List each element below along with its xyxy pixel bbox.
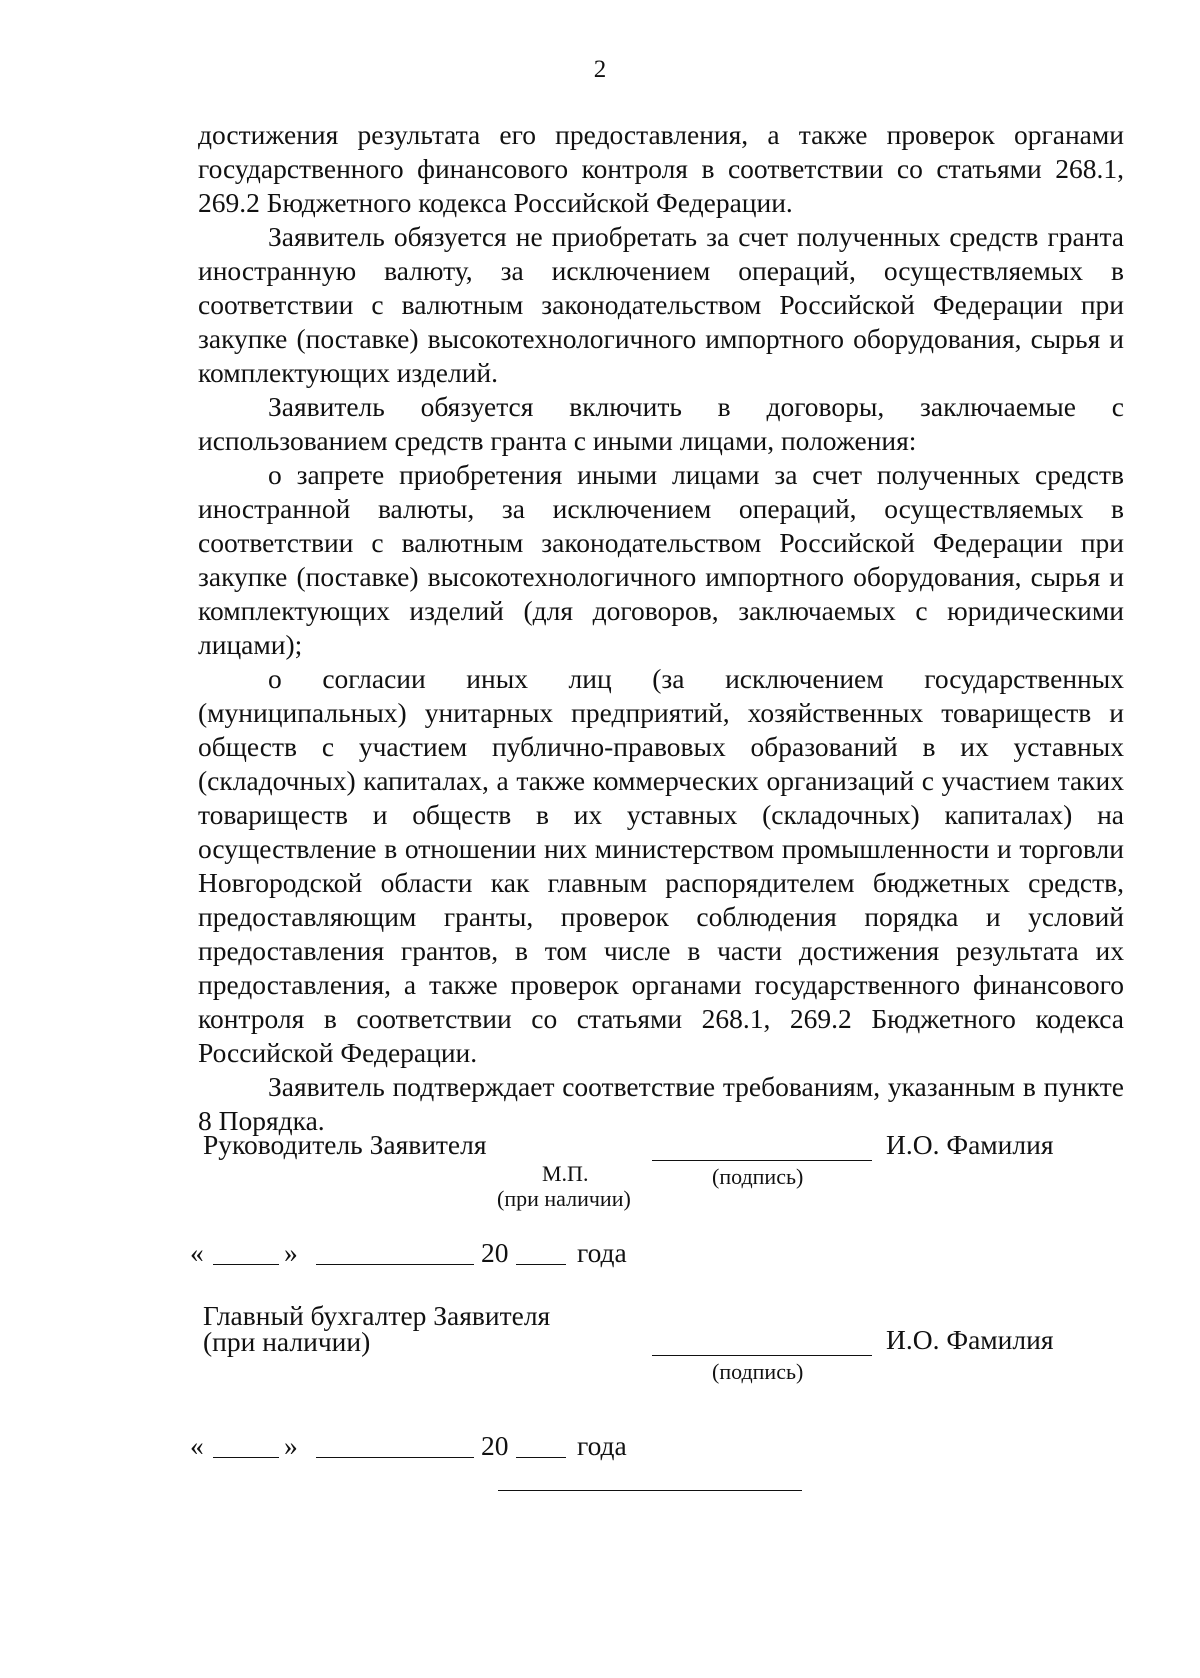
paragraph-currency-ban-clause: о запрете приобретения иными лицами за счет полученных средств иностранной валюты, за исключением операций, осуществляемых в соответствии с валютным законодательством Российской Федерации при закупке (поставке) высокотехнологичного импортного оборудования, сырья и комплектующих изделий (для договоров, заключаемых с юридическими лицами);: [198, 459, 1124, 660]
paragraph-compliance-confirmation: Заявитель подтверждает соответствие требованиям, указанным в пункте 8 Порядка.: [198, 1071, 1124, 1136]
paragraph-contract-obligation: Заявитель обязуется включить в договоры, заключаемые с использованием средств гранта с иными лицами, положения:: [198, 391, 1124, 456]
year-blank-line: [516, 1264, 566, 1265]
head-signature-line: [652, 1160, 872, 1161]
date2-close-quote: »: [284, 1430, 298, 1461]
day-blank-line: [213, 1264, 279, 1265]
month2-blank-line: [316, 1457, 474, 1458]
paragraph-currency-obligation: Заявитель обязуется не приобретать за счет полученных средств гранта иностранную валюту, за исключением операций, осуществляемых в соответствии с валютным законодательством Российской Федерации при закупке (поставке) высокотехнологичного импортного оборудования, сырья и комплектующих изделий.: [198, 221, 1124, 388]
accountant-role-label: Главный бухгалтер Заявителя: [203, 1300, 551, 1331]
year-word: года: [577, 1237, 627, 1268]
year2-prefix: 20: [481, 1430, 509, 1461]
stamp-label: М.П.: [542, 1161, 589, 1186]
accountant-signature-caption: (подпись): [712, 1359, 804, 1384]
year2-blank-line: [516, 1457, 566, 1458]
end-separator-line: [498, 1490, 802, 1491]
year-prefix: 20: [481, 1237, 509, 1268]
day2-blank-line: [213, 1457, 279, 1458]
accountant-signature-line: [652, 1355, 872, 1356]
month-blank-line: [316, 1264, 474, 1265]
document-body: [198, 118, 1124, 1138]
paragraph-consent-clause: о согласии иных лиц (за исключением государственных (муниципальных) унитарных предприятий, хозяйственных товариществ и обществ с участием публично-правовых образований в их уставных (складочных) капиталах, а также коммерческих организаций с участием таких товариществ и обществ в их уставных (складочных) капиталах) на осуществление в отношении них министерством промышленности и торговли Новгородской области как главным распорядителем бюджетных средств, предоставляющим гранты, проверок соблюдения порядка и условий предоставления грантов, в том числе в части достижения результата их предоставления, а также проверок органами государственного финансового контроля в соответствии со статьями 268.1, 269.2 Бюджетного кодекса Российской Федерации.: [198, 663, 1124, 1068]
date2-open-quote: «: [190, 1430, 204, 1461]
head-name-label: И.О. Фамилия: [886, 1129, 1054, 1160]
accountant-role-note: (при наличии): [203, 1326, 371, 1357]
date-close-quote: »: [284, 1237, 298, 1268]
head-signature-caption: (подпись): [712, 1164, 804, 1189]
accountant-name-label: И.О. Фамилия: [886, 1324, 1054, 1355]
paragraph-continuation: достижения результата его предоставления, а также проверок органами государственного финансового контроля в соответствии со статьями 268.1, 269.2 Бюджетного кодекса Российской Федерации.: [198, 119, 1124, 218]
head-role-label: Руководитель Заявителя: [203, 1129, 487, 1160]
date-open-quote: «: [190, 1237, 204, 1268]
stamp-note: (при наличии): [497, 1186, 631, 1211]
page-number: 2: [593, 56, 607, 83]
year2-word: года: [577, 1430, 627, 1461]
